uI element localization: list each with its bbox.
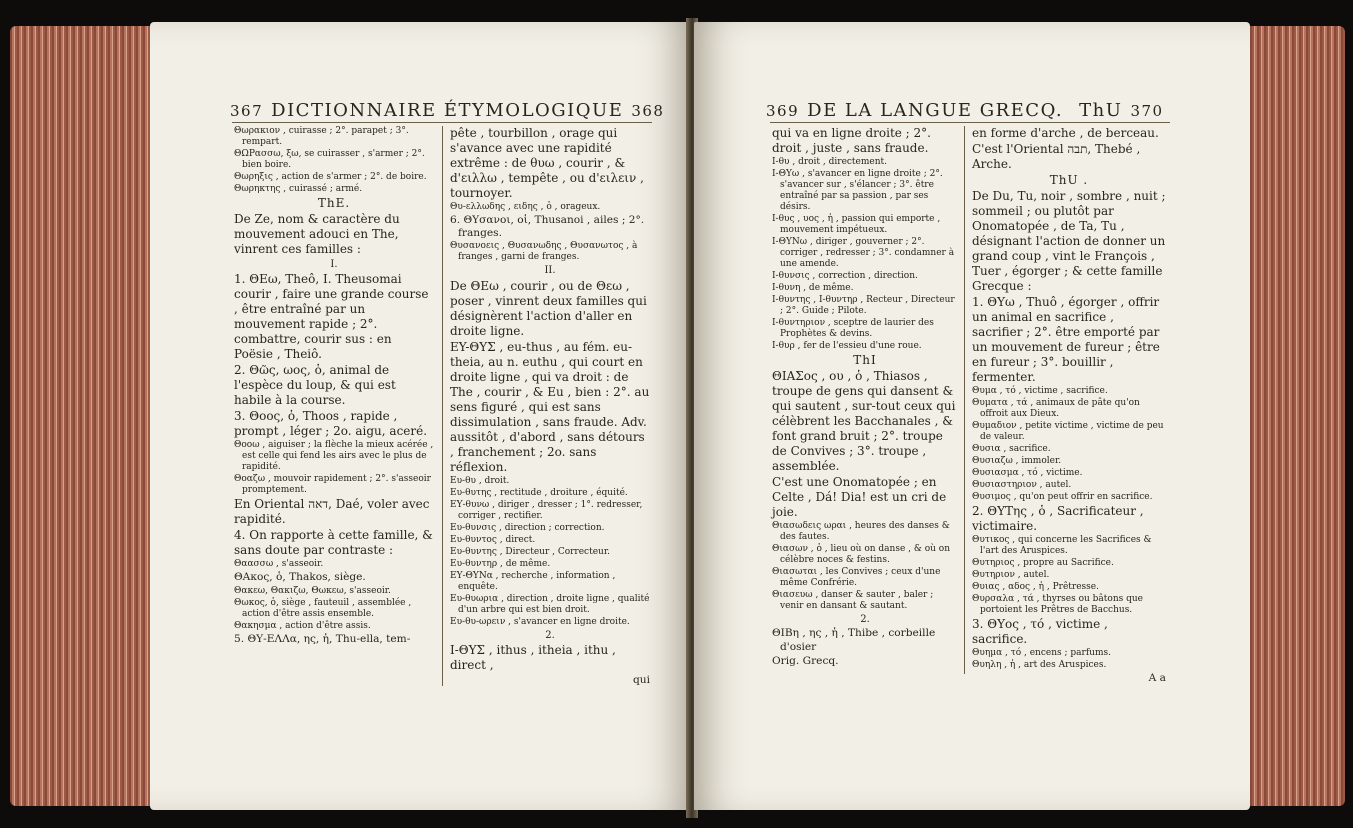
dictionary-entry: I-ΘΥΝω , diriger , gouverner ; 2°. corriger , redresser ; 3°. condamner à une amende. xyxy=(772,237,955,269)
dictionary-entry: Θοαζω , mouvoir rapidement ; 2°. s'asseoir promptement. xyxy=(234,474,431,496)
left-column-2 xyxy=(450,126,650,688)
dictionary-entry: ΕΥ-ΘΥΝα , recherche , information , enquête. xyxy=(450,570,616,592)
dictionary-entry: 2. Θῶς, ωος, ὁ, animal de l'espèce du loup, & qui est habile à la course. xyxy=(234,363,396,408)
dictionary-entry: Θυιας , αδος , ἡ , Prêtresse. xyxy=(972,582,1099,593)
dictionary-entry: qui xyxy=(633,673,650,686)
dictionary-entry: Θιασωται , les Convives ; ceux d'une même Confrérie. xyxy=(772,567,941,589)
page-number: 370 xyxy=(1130,102,1164,120)
dictionary-entry: Θυσιμος , qu'on peut offrir en sacrifice. xyxy=(972,492,1153,503)
dictionary-entry: De Ze, nom & caractère du mouvement adouci en The, vinrent ces familles : xyxy=(234,212,400,257)
dictionary-entry: qui va en ligne droite ; 2°. droit , juste , sans fraude. xyxy=(772,126,931,155)
dictionary-entry: Θακεω, Θακιζω, Θωκεω, s'asseoir. xyxy=(234,585,391,596)
dictionary-entry: ΘΙΒη , ης , ἡ , Thibe , corbeille d'osier xyxy=(772,627,936,653)
dictionary-entry: Θυτηριον , autel. xyxy=(972,570,1050,581)
dictionary-entry: C'est l'Oriental תבה, Thebé , Arche. xyxy=(972,142,1141,171)
dictionary-entry: 1. ΘΕω, Theô, I. Theusomai courir , faire une grande course , être entraîné par un mouvement rapide ; 2°. combattre, courir sus : en Poësie , Theiô. xyxy=(234,272,429,362)
dictionary-entry: Θυημα , τό , encens ; parfums. xyxy=(972,648,1111,659)
dictionary-entry: Ευ-θυντηρ , de même. xyxy=(450,558,551,569)
dictionary-entry: 3. ΘΥος , τό , victime , sacrifice. xyxy=(972,617,1108,647)
dictionary-entry: Orig. Grecq. xyxy=(772,654,839,667)
header-rule xyxy=(232,122,652,123)
dictionary-entry: Θυσανοεις , Θυσανωδης , Θυσανωτος , à franges , garni de franges. xyxy=(450,241,638,263)
section-heading: ThI xyxy=(853,353,877,367)
dictionary-entry: 5. ΘΥ-ΕΛΛα, ης, ἡ, Thu-ella, tem- xyxy=(234,632,411,645)
dictionary-entry: 6. ΘΥσανοι, οἱ, Thusanoi , ailes ; 2°. franges. xyxy=(450,214,645,240)
dictionary-entry: Θυρσαλα , τά , thyrses ou bâtons que portoient les Prêtres de Bacchus. xyxy=(972,594,1143,616)
dictionary-entry: EY-ΘΥΣ , eu-thus , au fém. eu-theia, au n. euthu , qui court en droite ligne , qui va droit : de The , courir , & Eu , bien : 2°. au sens figuré , qui est sans dissimulation , sans fraude. Adv. aussitôt , d'abord , sans détours , franchement ; 2o. sans réflexion. xyxy=(450,339,650,474)
dictionary-entry: Θιασωδεις ωραι , heures des danses & des fautes. xyxy=(772,521,950,543)
dictionary-entry: I-ΘΥω , s'avancer en ligne droite ; 2°. s'avancer sur , s'élancer ; 3°. être entraîné par sa passion , par ses désirs. xyxy=(772,169,943,212)
running-title: DICTIONNAIRE ÉTYMOLOGIQUE xyxy=(271,100,624,121)
dictionary-entry: Ευ-θυντος , direct. xyxy=(450,534,536,545)
dictionary-entry: Ευ-θυντης , Directeur , Correcteur. xyxy=(450,546,611,557)
dictionary-entry: ΘΑκος, ὁ, Thakos, siège. xyxy=(234,571,366,584)
dictionary-entry: Θοοω , aiguiser ; la flèche la mieux acérée , est celle qui fend les airs avec le plus de rapidité. xyxy=(234,440,434,473)
dictionary-entry: Θαασσω , s'asseoir. xyxy=(234,559,324,570)
section-number: 2. xyxy=(545,629,555,641)
dictionary-entry: De ΘΕω , courir , ou de Θεω , poser , vinrent deux familles qui désignèrent l'action d'aller en droite ligne. xyxy=(450,278,647,338)
dictionary-entry: Θωρακιον , cuirasse ; 2°. parapet ; 3°. rempart. xyxy=(234,126,409,147)
dictionary-entry: Θυματα , τά , animaux de pâte qu'on offroit aux Dieux. xyxy=(972,398,1140,420)
dictionary-entry: Θυμα , τό , victime , sacrifice. xyxy=(972,386,1108,397)
dictionary-entry: en forme d'arche , de berceau. xyxy=(972,126,1159,140)
dictionary-entry: C'est une Onomatopée ; en Celte , Dá! Dia! est un cri de joie. xyxy=(772,475,947,520)
dictionary-entry: pête , tourbillon , orage qui s'avance avec une rapidité extrême : de θυω , courir , & d'ειλλω , tempête , ou d'ειλειν , tournoyer. xyxy=(450,126,644,200)
dictionary-entry: ΕΥ-θυνω , diriger , dresser ; 1°. redresser, corriger , rectifier. xyxy=(450,499,643,521)
dictionary-entry: Θιασευω , danser & sauter , baler ; venir en dansant & sautant. xyxy=(772,590,934,612)
dictionary-entry: Ευ-θυ-ωρειν , s'avancer en ligne droite. xyxy=(450,616,630,627)
running-title: DE LA LANGUE GRECQ. xyxy=(807,100,1064,121)
dictionary-entry: Θυτικος , qui concerne les Sacrifices & l'art des Aruspices. xyxy=(972,535,1152,557)
dictionary-entry: I-θυρ , fer de l'essieu d'une roue. xyxy=(772,341,922,351)
dictionary-entry: Θυσιαστηριον , autel. xyxy=(972,480,1072,491)
dictionary-entry: Θυτηριος , propre au Sacrifice. xyxy=(972,558,1114,569)
dictionary-entry: En Oriental דאה, Daé, voler avec rapidité. xyxy=(234,497,430,527)
section-number: I. xyxy=(330,259,338,271)
dictionary-entry: De Du, Tu, noir , sombre , nuit ; sommeil ; ou plutôt par Onomatopée , de Ta, Tu , désignant l'action de donner un grand coup , vint le François , Tuer , égorger ; & cette famille Grecque : xyxy=(972,189,1166,294)
dictionary-entry: Θιασων , ὁ , lieu où on danse , & où on célèbre noces & festins. xyxy=(772,544,951,566)
dictionary-entry: 4. On rapporte à cette famille, & sans doute par contraste : xyxy=(234,528,433,558)
dictionary-entry: Ευ-θυνσις , direction ; correction. xyxy=(450,522,605,533)
right-page xyxy=(694,22,1250,810)
page-edges-right xyxy=(1245,26,1345,806)
section-heading: ThU . xyxy=(1049,173,1089,187)
left-column-1 xyxy=(234,126,434,647)
dictionary-entry: ΘΩΡασσω, ξω, se cuirasser , s'armer ; 2°. bien boire. xyxy=(234,149,425,170)
section-number: II. xyxy=(544,265,556,277)
left-page xyxy=(150,22,690,810)
dictionary-entry: I-θυντης , I-θυντηρ , Recteur , Directeur ; 2°. Guide ; Pilote. xyxy=(772,295,955,316)
dictionary-entry: I-θυ , droit , directement. xyxy=(772,157,888,167)
dictionary-entry: Ευ-θυτης , rectitude , droiture , équité. xyxy=(450,487,628,498)
dictionary-entry: 3. Θοος, ὁ, Thoos , rapide , prompt , léger ; 2o. aigu, aceré. xyxy=(234,409,428,439)
dictionary-entry: 1. ΘΥω , Thuô , égorger , offrir un animal en sacrifice , sacrifier ; 2°. être emporté par un mouvement de fureur ; être en fureur ; 3°. bouillir , fermenter. xyxy=(972,295,1160,385)
dictionary-entry: Θυσιαζω , immoler. xyxy=(972,456,1062,467)
running-head-section: ThU xyxy=(1079,100,1123,121)
dictionary-entry: Θυσιασμα , τό , victime. xyxy=(972,468,1083,479)
dictionary-entry: A a xyxy=(1148,672,1166,685)
section-heading: ThE. xyxy=(317,196,351,210)
column-rule xyxy=(442,126,443,686)
dictionary-entry: Θυ-ελλωδης , ειδης , ὁ , orageux. xyxy=(450,202,601,212)
right-page-header xyxy=(766,100,1164,121)
dictionary-entry: Θωκος, ὁ, siège , fauteuil , assemblée , action d'être assis ensemble. xyxy=(234,597,412,619)
dictionary-entry: I-θυνη , de même. xyxy=(772,283,854,293)
dictionary-entry: I-θυντηριον , sceptre de laurier des Prophètes & devins. xyxy=(772,318,934,339)
page-number: 367 xyxy=(230,102,264,120)
section-number: 2. xyxy=(860,614,870,626)
left-page-header xyxy=(230,100,664,121)
dictionary-entry: Ευ-θυ , droit. xyxy=(450,475,510,486)
dictionary-entry: I-θυς , υος , ἡ , passion qui emporte , mouvement impétueux. xyxy=(772,214,941,235)
dictionary-entry: 2. ΘΥΤης , ὁ , Sacrificateur , victimaire. xyxy=(972,504,1144,534)
header-rule xyxy=(770,122,1170,123)
dictionary-entry: Θυμαδιον , petite victime , victime de peu de valeur. xyxy=(972,421,1164,443)
dictionary-entry: I-ΘΥΣ , ithus , itheia , ithu , direct , xyxy=(450,642,616,672)
dictionary-entry: Θωρηξις , action de s'armer ; 2°. de boire. xyxy=(234,172,427,182)
page-number: 368 xyxy=(631,102,665,120)
dictionary-entry: Θυσια , sacrifice. xyxy=(972,444,1051,455)
page-edges-left xyxy=(10,26,160,806)
right-column-2 xyxy=(972,126,1166,686)
right-column-1 xyxy=(772,126,958,669)
open-book xyxy=(10,18,1345,818)
dictionary-entry: Θακησμα , action d'être assis. xyxy=(234,620,371,631)
column-rule xyxy=(964,126,965,674)
dictionary-entry: Θωρηκτης , cuirassé ; armé. xyxy=(234,184,363,194)
dictionary-entry: Ευ-θυωρια , direction , droite ligne , qualité d'un arbre qui est bien droit. xyxy=(450,593,650,615)
page-number: 369 xyxy=(766,102,800,120)
dictionary-entry: I-θυνσις , correction , direction. xyxy=(772,271,918,281)
dictionary-entry: ΘΙΑΣος , ου , ὁ , Thiasos , troupe de gens qui dansent & qui sautent , sur-tout ceux qui célèbrent les Bacchanales , & font grand bruit ; 2°. troupe de Convives ; 3°. troupe , assemblée. xyxy=(772,369,956,474)
dictionary-entry: Θυηλη , ἡ , art des Aruspices. xyxy=(972,660,1107,671)
